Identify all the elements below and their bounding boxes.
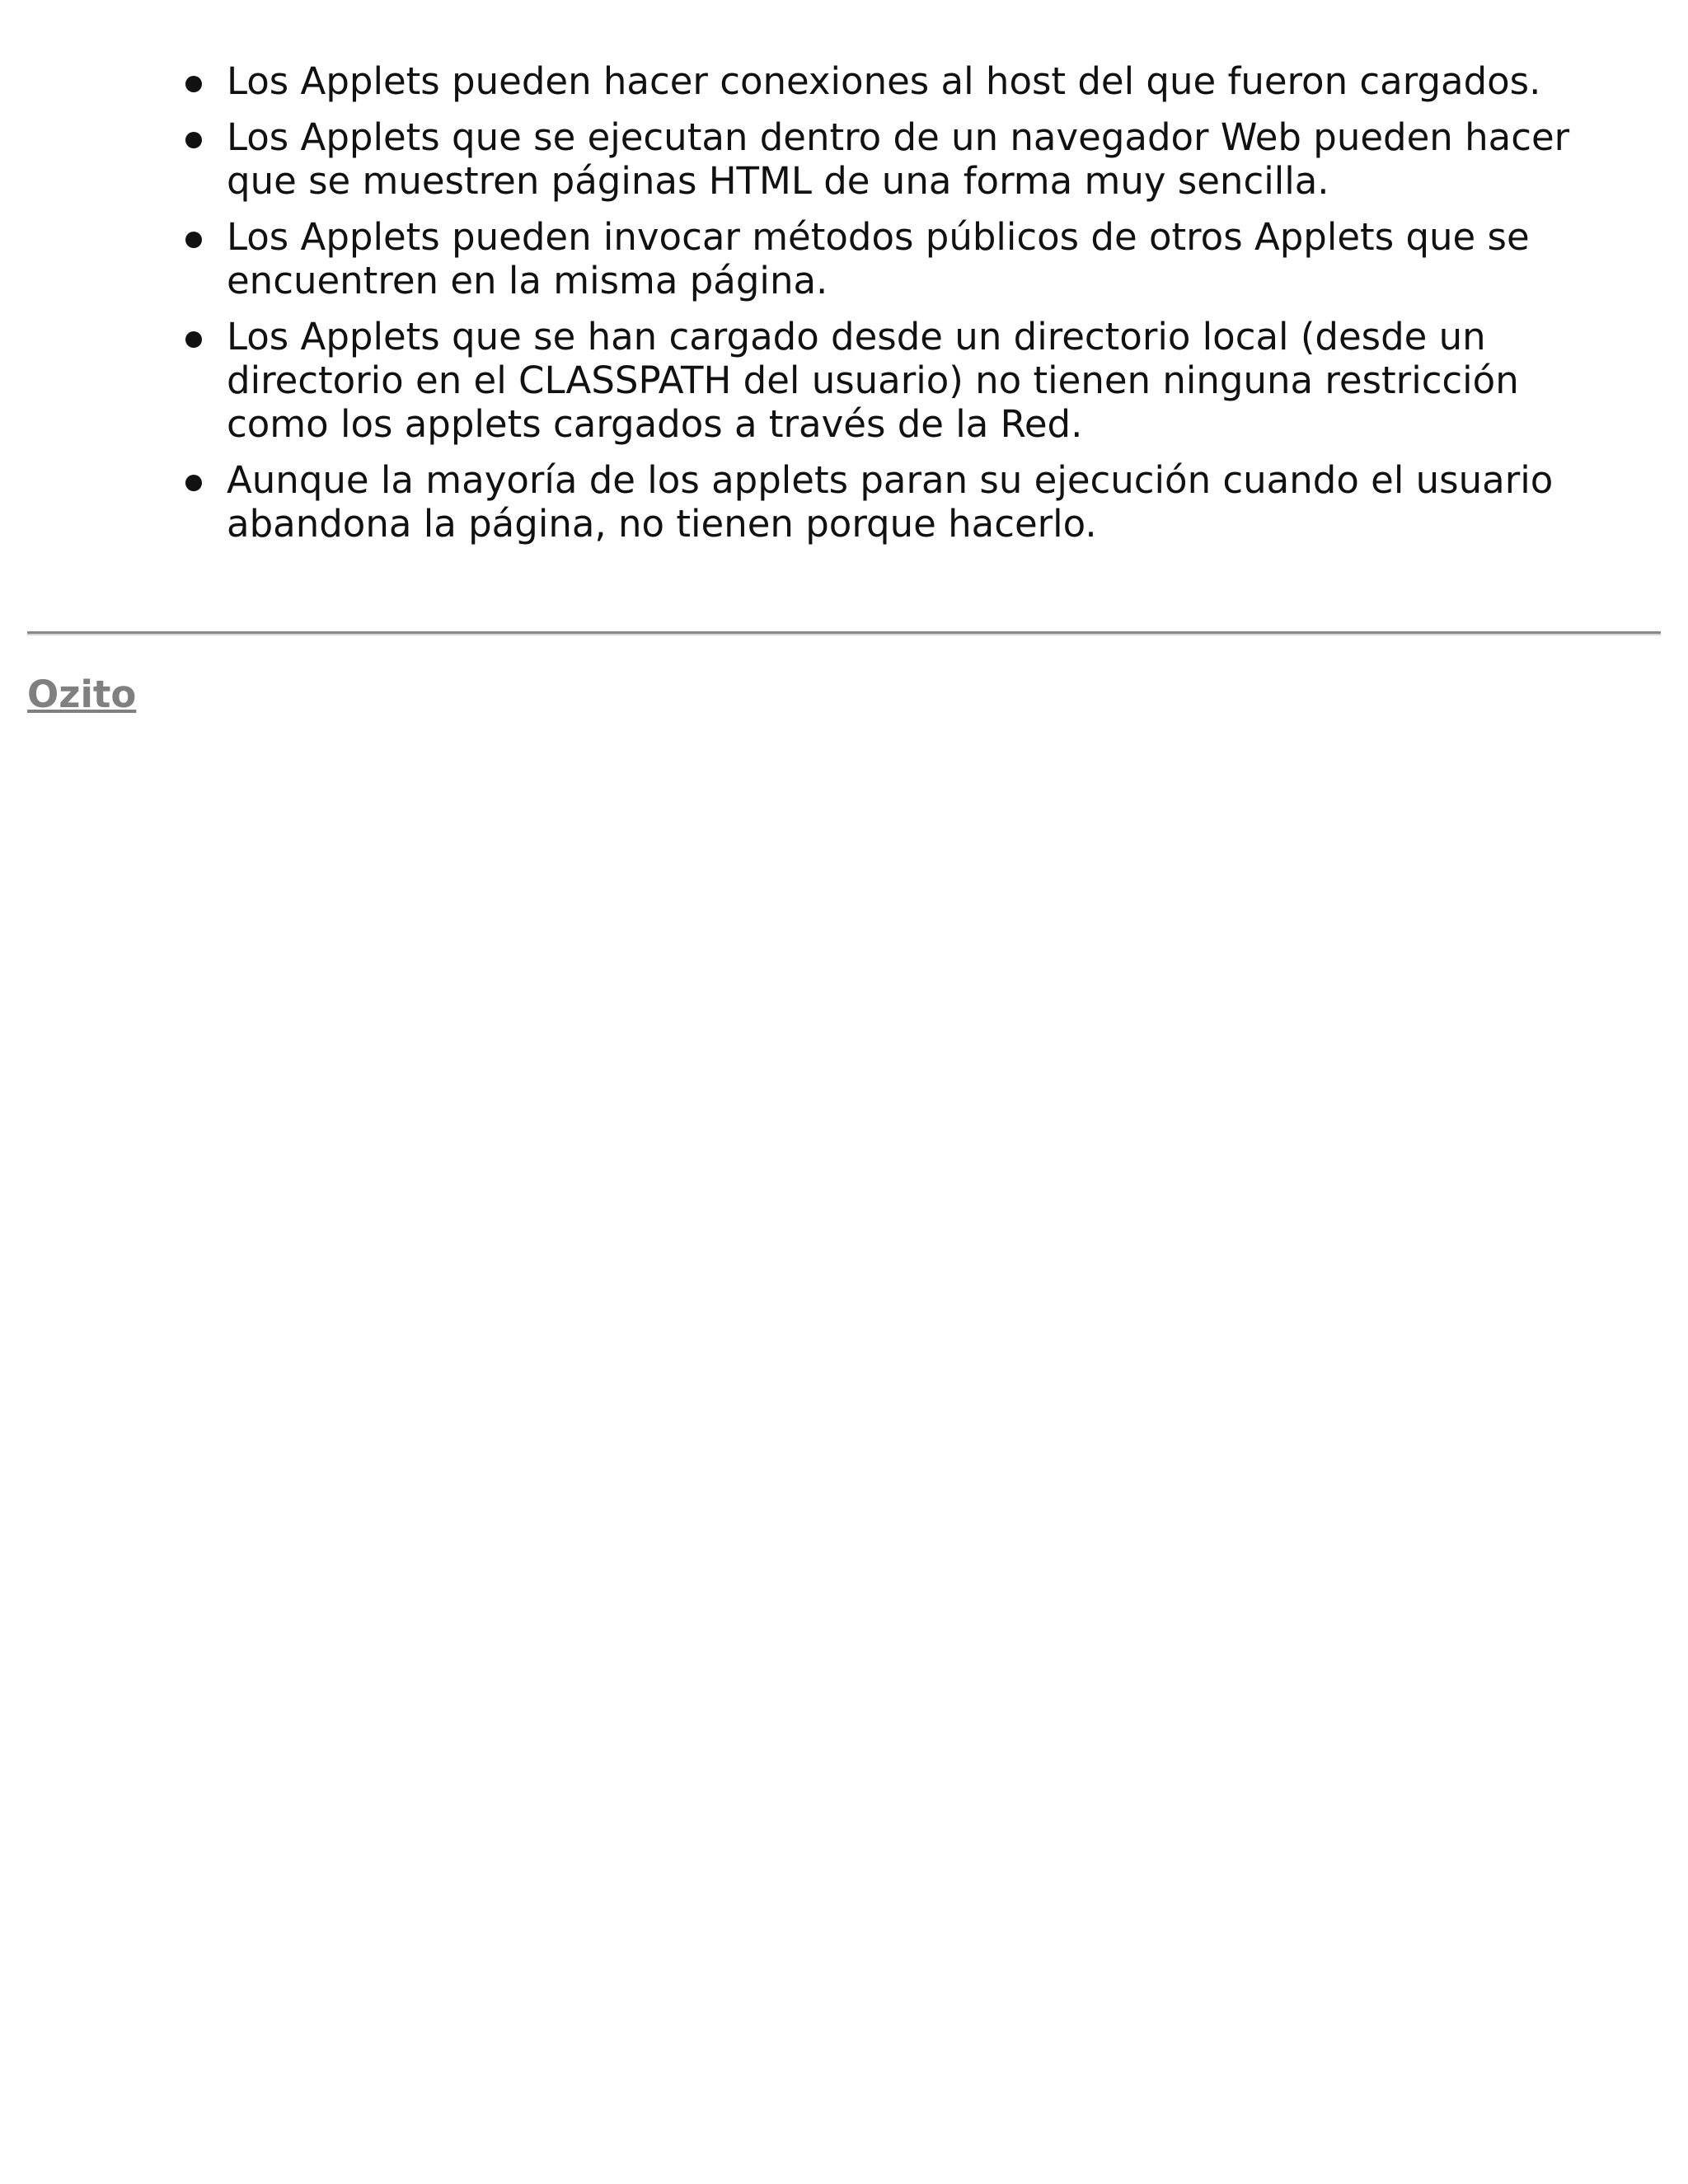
horizontal-rule: [27, 631, 1661, 635]
bullet-icon: [185, 331, 202, 348]
list-item: [185, 315, 1570, 446]
list-item-text: Aunque la mayoría de los applets paran su ejecución cuando el usuario abandona la página, no tienen porque hacerlo.: [227, 458, 1554, 546]
list-item: [185, 59, 1570, 103]
list-item: [185, 115, 1570, 203]
bullet-icon: [185, 132, 202, 148]
list-item: [185, 215, 1570, 302]
bullet-icon: [185, 76, 202, 92]
bullet-list: [185, 59, 1570, 558]
list-item: [185, 458, 1570, 546]
bullet-icon: [185, 475, 202, 491]
list-item-text: Los Applets que se han cargado desde un directorio local (desde un directorio en el CLASSPATH del usuario) no tienen ninguna restricción como los applets cargados a través de la Red.: [227, 315, 1519, 446]
list-item-text: Los Applets que se ejecutan dentro de un navegador Web pueden hacer que se muestren páginas HTML de una forma muy sencilla.: [227, 115, 1570, 203]
list-item-text: Los Applets pueden invocar métodos públicos de otros Applets que se encuentren en la misma página.: [227, 215, 1530, 302]
bullet-icon: [185, 232, 202, 248]
ozito-link[interactable]: Ozito: [27, 673, 137, 716]
list-item-text: Los Applets pueden hacer conexiones al host del que fueron cargados.: [227, 59, 1541, 103]
